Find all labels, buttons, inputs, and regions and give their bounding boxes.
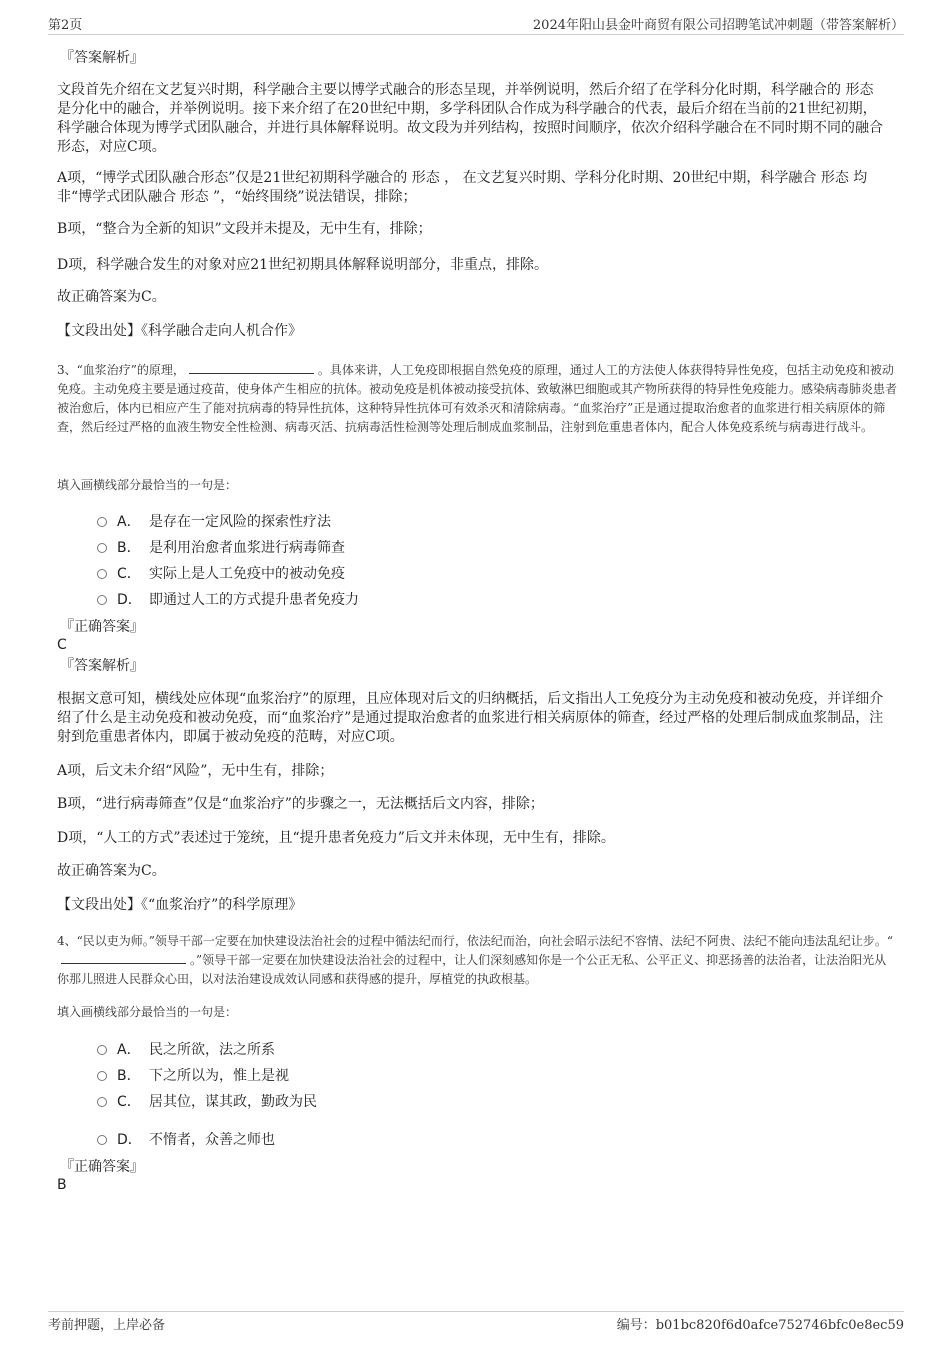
analysis-option-a: A项，后文未介绍“风险”，无中生有，排除；: [57, 763, 334, 779]
analysis-option-d: D项，“人工的方式”表述过于笼统，且“提升患者免疫力”后文并未体现，无中生有，排除。: [57, 830, 615, 846]
radio-circle-icon[interactable]: [97, 1071, 107, 1081]
question-3-option-a[interactable]: [97, 512, 331, 532]
correct-answer-value: C: [57, 637, 67, 653]
analysis-label: 『答案解析』: [60, 658, 144, 674]
analysis-option-a: A项，“博学式团队融合形态”仅是21世纪初期科学融合的 形态 ， 在文艺复兴时期、学科分化时期、20世纪中期，科学融合 形态 均非“博学式团队融合 形态 ”，“始终围绕”说法错误，排除；: [57, 170, 868, 205]
question-3-stem-start: 3、“血浆治疗”的原理，: [57, 363, 185, 377]
page-number: 第2页: [48, 18, 83, 33]
option-text: 实际上是人工免疫中的被动免疫: [149, 566, 345, 582]
radio-circle-icon[interactable]: [97, 1045, 107, 1055]
source-citation: 【文段出处】《科学融合走向人机合作》: [57, 323, 302, 339]
answer-blank: [189, 361, 314, 374]
radio-circle-icon[interactable]: [97, 543, 107, 553]
answer-blank: [61, 951, 186, 964]
option-letter: B．: [117, 540, 141, 556]
question-3-stem-rest: 。具体来讲，人工免疫即根据自然免疫的原理，通过人工的方法使人体获得特异性免疫，包括主动免疫和被动免疫。主动免疫主要是通过疫苗，使身体产生相应的抗体。被动免疫是机体被动接受抗体、致敏淋巴细胞或其产物所获得的特异性免疫能力。感染病毒肺炎患者被治愈后，体内已相应产生了能对抗病毒的特异性抗体，这种特异性抗体可有效杀灭和清除病毒。“血浆治疗”正是通过提取治愈者的血浆进行相关病原体的筛查，然后经过严格的血液生物安全性检测、病毒灭活、抗病毒活性检测等处理后制成血浆制品，注射到危重患者体内，配合人体免疫系统与病毒进行战斗。: [57, 363, 898, 434]
question-3-option-d[interactable]: [97, 590, 359, 610]
question-3-prompt: 填入画横线部分最恰当的一句是：: [57, 478, 238, 492]
analysis-paragraph: 根据文意可知，横线处应体现“血浆治疗”的原理，且应体现对后文的归纳概括，后文指出人工免疫分为主动免疫和被动免疫，并详细介绍了什么是主动免疫和被动免疫，而“血浆治疗”是通过提取治愈者的血浆进行相关病原体的筛查，经过严格的处理后制成血浆制品，注射到危重患者体内，即属于被动免疫的范畴，对应C项。: [57, 691, 884, 745]
radio-circle-icon[interactable]: [97, 1135, 107, 1145]
question-4-stem-rest: 。”领导干部一定要在加快建设法治社会的过程中，让人们深刻感知你是一个公正无私、公平正义、抑恶扬善的法治者，让法治阳光从你那儿照进人民群众心田，以对法治建设成效认同感和获得感的提升，厚植党的执政根基。: [57, 953, 887, 986]
radio-circle-icon[interactable]: [97, 569, 107, 579]
question-4-option-d[interactable]: [97, 1130, 275, 1150]
option-letter: C．: [117, 1094, 141, 1110]
option-text: 不惰者，众善之师也: [149, 1132, 275, 1148]
option-text: 民之所欲，法之所系: [149, 1042, 275, 1058]
question-4-option-c[interactable]: [97, 1092, 317, 1112]
option-letter: C．: [117, 566, 141, 582]
analysis-label: 『答案解析』: [60, 50, 144, 66]
source-citation: 【文段出处】《“血浆治疗”的科学原理》: [57, 897, 303, 913]
question-4-option-a[interactable]: [97, 1040, 275, 1060]
option-letter: A．: [117, 514, 141, 530]
analysis-option-b: B项，“整合为全新的知识”文段并未提及，无中生有，排除；: [57, 221, 432, 237]
radio-circle-icon[interactable]: [97, 517, 107, 527]
option-text: 居其位，谋其政，勤政为民: [149, 1094, 317, 1110]
analysis-conclusion: 故正确答案为C。: [57, 289, 166, 305]
analysis-conclusion: 故正确答案为C。: [57, 863, 166, 879]
question-4-prompt: 填入画横线部分最恰当的一句是：: [57, 1005, 238, 1019]
radio-circle-icon[interactable]: [97, 1097, 107, 1107]
option-letter: A．: [117, 1042, 141, 1058]
question-4-option-b[interactable]: [97, 1066, 289, 1086]
correct-answer-label: 『正确答案』: [60, 619, 144, 635]
correct-answer-value: B: [57, 1177, 67, 1193]
page-header: [48, 12, 904, 35]
analysis-option-b: B项，“进行病毒筛查”仅是“血浆治疗”的步骤之一，无法概括后文内容，排除；: [57, 796, 544, 812]
question-4-stem: [57, 932, 897, 989]
question-3-option-c[interactable]: [97, 564, 345, 584]
option-letter: B．: [117, 1068, 141, 1084]
analysis-option-d: D项，科学融合发生的对象对应21世纪初期具体解释说明部分，非重点，排除。: [57, 257, 549, 273]
page-footer: [48, 1311, 904, 1334]
option-letter: D．: [117, 1132, 142, 1148]
radio-circle-icon[interactable]: [97, 595, 107, 605]
question-3-option-b[interactable]: [97, 538, 345, 558]
option-text: 即通过人工的方式提升患者免疫力: [149, 592, 359, 608]
option-text: 是利用治愈者血浆进行病毒筛查: [149, 540, 345, 556]
footer-slogan: 考前押题，上岸必备: [48, 1318, 166, 1333]
question-4-stem-start: 4、“民以吏为师。”领导干部一定要在加快建设法治社会的过程中循法纪而行，依法纪而治，向社会昭示法纪不容情、法纪不阿贵、法纪不能向违法乱纪让步。“: [57, 934, 894, 948]
correct-answer-label: 『正确答案』: [60, 1159, 144, 1175]
option-text: 下之所以为，惟上是视: [149, 1068, 289, 1084]
analysis-paragraph: 文段首先介绍在文艺复兴时期，科学融合主要以博学式融合的形态呈现，并举例说明，然后介绍了在学科分化时期，科学融合的 形态 是分化中的融合，并举例说明。接下来介绍了在20世纪中期，多学科团队合作成为科学融合的代表，最后介绍在当前的21世纪初期，科学融合体现为博学式团队融合，并进行具体解释说明。故文段为并列结构，按照时间顺序，依次介绍科学融合在不同时期不同的融合形态，对应C项。: [57, 82, 883, 155]
option-text: 是存在一定风险的探索性疗法: [149, 514, 331, 530]
document-title: 2024年阳山县金叶商贸有限公司招聘笔试冲刺题（带答案解析）: [532, 18, 904, 33]
document-id: 编号：b01bc820f6d0afce752746bfc0e8ec59: [616, 1318, 904, 1333]
question-3-stem: [57, 361, 897, 437]
option-letter: D．: [117, 592, 142, 608]
